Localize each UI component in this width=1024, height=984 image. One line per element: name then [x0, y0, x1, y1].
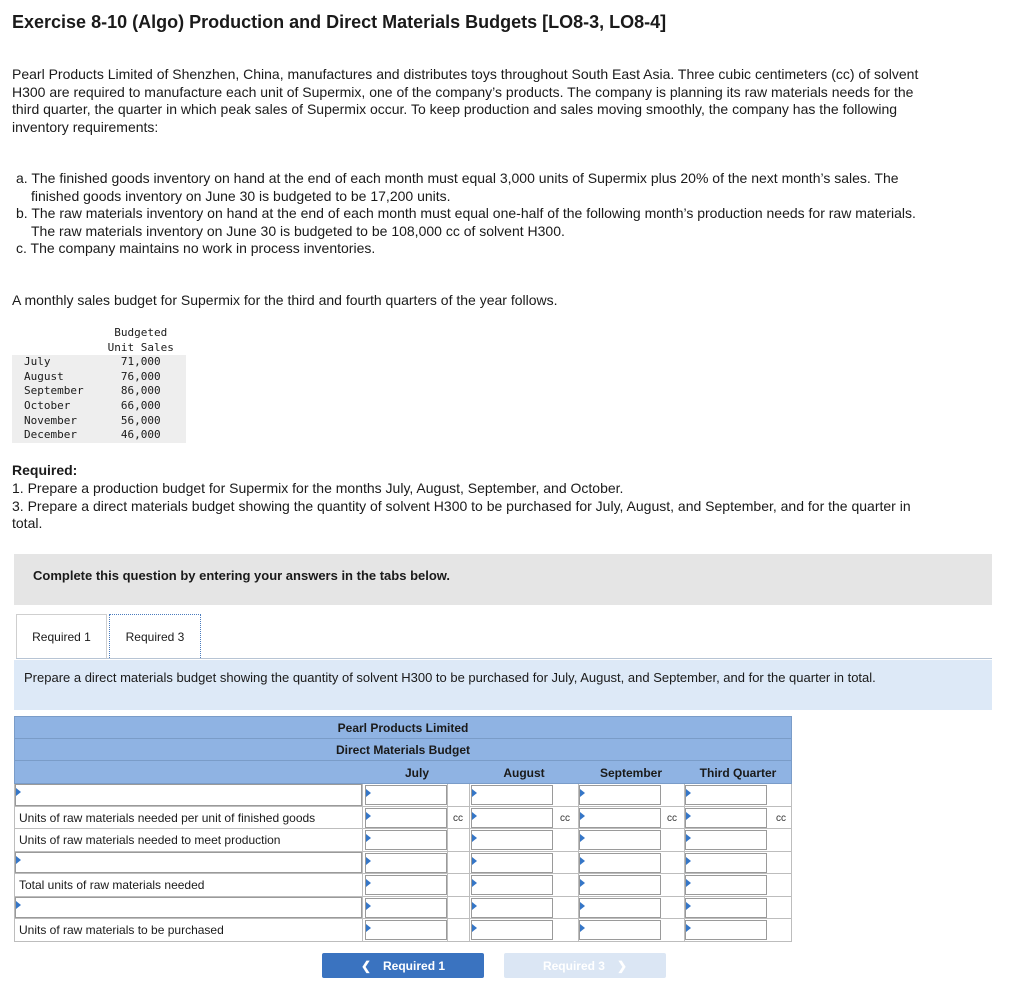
- sales-budget-table: [12, 326, 186, 443]
- budget-row: [14, 919, 792, 942]
- complete-question-bar: [14, 554, 992, 605]
- row-label-dropdown[interactable]: [15, 784, 362, 806]
- dropdown-marker-icon: [16, 901, 21, 909]
- budget-row: [14, 897, 792, 920]
- input-marker-icon: [366, 857, 371, 865]
- grid-line: [469, 897, 470, 919]
- input-marker-icon: [580, 857, 585, 865]
- row-label: Units of raw materials to be purchased: [19, 923, 224, 937]
- row-label: Total units of raw materials needed: [19, 878, 205, 892]
- sales-header: Budgeted Unit Sales: [96, 326, 186, 355]
- budget-input-cell[interactable]: [579, 830, 661, 850]
- grid-line: [362, 897, 363, 919]
- grid-line: [684, 807, 685, 829]
- table-row: November 56,000: [12, 414, 186, 429]
- table-row: July 71,000: [12, 355, 186, 370]
- budget-input-cell[interactable]: [579, 920, 661, 940]
- unit-label: cc: [667, 812, 677, 824]
- grid-line: [684, 852, 685, 874]
- input-marker-icon: [686, 902, 691, 910]
- budget-input-cell[interactable]: [579, 808, 661, 828]
- tab-instruction: Prepare a direct materials budget showing the quantity of solvent H300 to be purchased for July, August, and September, and for the quarter in total.: [14, 660, 992, 710]
- inventory-requirements: [16, 170, 936, 258]
- budget-company-name: Pearl Products Limited: [14, 716, 792, 738]
- dropdown-marker-icon: [16, 856, 21, 864]
- grid-line: [684, 897, 685, 919]
- sales-intro: A monthly sales budget for Supermix for the third and fourth quarters of the year follows.: [12, 292, 558, 308]
- grid-line: [469, 852, 470, 874]
- table-row: August 76,000: [12, 370, 186, 385]
- budget-input-cell[interactable]: [685, 785, 767, 805]
- column-third-quarter: Third Quarter: [699, 766, 777, 780]
- input-marker-icon: [472, 924, 477, 932]
- input-marker-icon: [580, 834, 585, 842]
- complete-question-text: Complete this question by entering your answers in the tabs below.: [33, 568, 451, 583]
- budget-input-cell[interactable]: [365, 853, 447, 873]
- grid-line: [362, 784, 363, 806]
- row-label: Units of raw materials needed per unit of finished goods: [19, 810, 316, 825]
- input-marker-icon: [580, 812, 585, 820]
- budget-input-cell[interactable]: [471, 875, 553, 895]
- grid-line: [791, 784, 792, 806]
- grid-line: [469, 784, 470, 806]
- input-marker-icon: [472, 812, 477, 820]
- grid-line: [362, 874, 363, 896]
- budget-input-cell[interactable]: [579, 875, 661, 895]
- grid-line: [578, 874, 579, 896]
- unit-label: cc: [776, 812, 786, 824]
- budget-row: [14, 784, 792, 807]
- grid-line: [791, 919, 792, 941]
- budget-input-cell[interactable]: [365, 920, 447, 940]
- budget-input-cell[interactable]: [685, 830, 767, 850]
- grid-line: [578, 829, 579, 851]
- input-marker-icon: [686, 924, 691, 932]
- exercise-title: Exercise 8-10 (Algo) Production and Direct Materials Budgets [LO8-3, LO8-4]: [12, 12, 667, 32]
- required-items: [12, 480, 932, 533]
- budget-input-cell[interactable]: [471, 808, 553, 828]
- grid-line: [684, 874, 685, 896]
- tab-required-3[interactable]: Required 3: [109, 614, 201, 658]
- chevron-right-icon: ❯: [616, 958, 628, 973]
- grid-line: [447, 874, 448, 896]
- grid-line: [469, 807, 470, 829]
- input-marker-icon: [366, 834, 371, 842]
- budget-row: [14, 852, 792, 875]
- row-label: Units of raw materials needed to meet production: [19, 833, 281, 847]
- budget-input-cell[interactable]: [685, 898, 767, 918]
- input-marker-icon: [472, 879, 477, 887]
- direct-materials-budget: [14, 716, 792, 942]
- grid-line: [791, 829, 792, 851]
- input-marker-icon: [580, 902, 585, 910]
- tab-required-1[interactable]: Required 1: [16, 614, 107, 658]
- input-marker-icon: [686, 879, 691, 887]
- grid-line: [469, 829, 470, 851]
- grid-line: [362, 807, 363, 829]
- input-marker-icon: [366, 924, 371, 932]
- budget-input-cell[interactable]: [365, 875, 447, 895]
- grid-line: [578, 852, 579, 874]
- input-marker-icon: [472, 902, 477, 910]
- budget-input-cell[interactable]: [471, 898, 553, 918]
- grid-line: [469, 874, 470, 896]
- grid-line: [447, 852, 448, 874]
- grid-line: [469, 919, 470, 941]
- chevron-left-icon: ❮: [360, 958, 372, 973]
- grid-line: [791, 852, 792, 874]
- budget-row: [14, 829, 792, 852]
- budget-input-cell[interactable]: [685, 875, 767, 895]
- budget-input-cell[interactable]: [685, 808, 767, 828]
- grid-line: [791, 874, 792, 896]
- input-marker-icon: [472, 857, 477, 865]
- grid-line: [447, 784, 448, 806]
- required-item-3: 3. Prepare a direct materials budget showing the quantity of solvent H300 to be purchased for July, August, and September, and for the quarter in total.: [12, 497, 911, 531]
- budget-input-cell[interactable]: [579, 785, 661, 805]
- budget-input-cell[interactable]: [579, 898, 661, 918]
- budget-input-cell[interactable]: [685, 853, 767, 873]
- column-august: August: [503, 766, 545, 780]
- grid-line: [362, 852, 363, 874]
- requirement-c: c. The company maintains no work in process inventories.: [16, 240, 376, 256]
- grid-line: [362, 829, 363, 851]
- budget-column-headers: [14, 760, 792, 784]
- requirement-a: a. The finished goods inventory on hand at the end of each month must equal 3,000 units of Supermix plus 20% of the next month’s sales. The finished goods inventory on June 30 is budgeted to be 17,200 units.: [16, 170, 899, 204]
- input-marker-icon: [366, 789, 371, 797]
- prev-required-1-button[interactable]: ❮ Required 1: [322, 953, 484, 978]
- budget-input-cell[interactable]: [365, 785, 447, 805]
- column-september: September: [599, 766, 663, 780]
- grid-line: [791, 897, 792, 919]
- dropdown-marker-icon: [16, 788, 21, 796]
- grid-line: [362, 919, 363, 941]
- budget-input-cell[interactable]: [365, 808, 447, 828]
- grid-line: [447, 829, 448, 851]
- grid-line: [447, 897, 448, 919]
- input-marker-icon: [686, 812, 691, 820]
- input-marker-icon: [580, 924, 585, 932]
- grid-line: [578, 897, 579, 919]
- requirement-b: b. The raw materials inventory on hand at the end of each month must equal one-half of the following month’s production needs for raw materials. The raw materials inventory on June 30 is budgeted to be 108,000 cc of solvent H300.: [16, 205, 916, 239]
- budget-input-cell[interactable]: [471, 920, 553, 940]
- input-marker-icon: [366, 812, 371, 820]
- budget-input-cell[interactable]: [685, 920, 767, 940]
- row-label-dropdown[interactable]: [15, 897, 362, 919]
- budget-input-cell[interactable]: [471, 853, 553, 873]
- column-july: July: [404, 766, 429, 780]
- input-marker-icon: [366, 902, 371, 910]
- unit-label: cc: [453, 812, 463, 824]
- input-marker-icon: [580, 789, 585, 797]
- grid-line: [578, 919, 579, 941]
- intro-paragraph: Pearl Products Limited of Shenzhen, China, manufactures and distributes toys throughout South East Asia. Three cubic centimeters (cc) of solvent H300 are required to manufacture each unit of Supermix, one of the company’s products. The company is planning its raw materials needs for the third quarter, the quarter in which peak sales of Supermix occur. To keep production and sales moving smoothly, the company has the following inventory requirements:: [12, 66, 919, 135]
- required-item-1: 1. Prepare a production budget for Supermix for the months July, August, September, and October.: [12, 480, 624, 496]
- required-heading: Required:: [12, 462, 78, 478]
- grid-line: [447, 807, 448, 829]
- next-required-3-button[interactable]: Required 3 ❯: [504, 953, 666, 978]
- grid-line: [684, 919, 685, 941]
- budget-title: Direct Materials Budget: [14, 738, 792, 760]
- grid-line: [684, 829, 685, 851]
- budget-row: [14, 807, 792, 830]
- tab-divider: [16, 658, 992, 659]
- input-marker-icon: [686, 857, 691, 865]
- budget-row: [14, 874, 792, 897]
- budget-input-cell[interactable]: [365, 898, 447, 918]
- input-marker-icon: [366, 879, 371, 887]
- input-marker-icon: [686, 789, 691, 797]
- grid-line: [791, 807, 792, 829]
- table-row: September 86,000: [12, 384, 186, 399]
- input-marker-icon: [580, 879, 585, 887]
- grid-line: [578, 807, 579, 829]
- budget-input-cell[interactable]: [365, 830, 447, 850]
- grid-line: [684, 784, 685, 806]
- row-label-dropdown[interactable]: [15, 852, 362, 874]
- unit-label: cc: [560, 812, 570, 824]
- input-marker-icon: [472, 789, 477, 797]
- table-row: December 46,000: [12, 428, 186, 443]
- input-marker-icon: [472, 834, 477, 842]
- grid-line: [447, 919, 448, 941]
- grid-line: [578, 784, 579, 806]
- input-marker-icon: [686, 834, 691, 842]
- table-row: October 66,000: [12, 399, 186, 414]
- budget-input-cell[interactable]: [471, 830, 553, 850]
- budget-input-cell[interactable]: [579, 853, 661, 873]
- budget-input-cell[interactable]: [471, 785, 553, 805]
